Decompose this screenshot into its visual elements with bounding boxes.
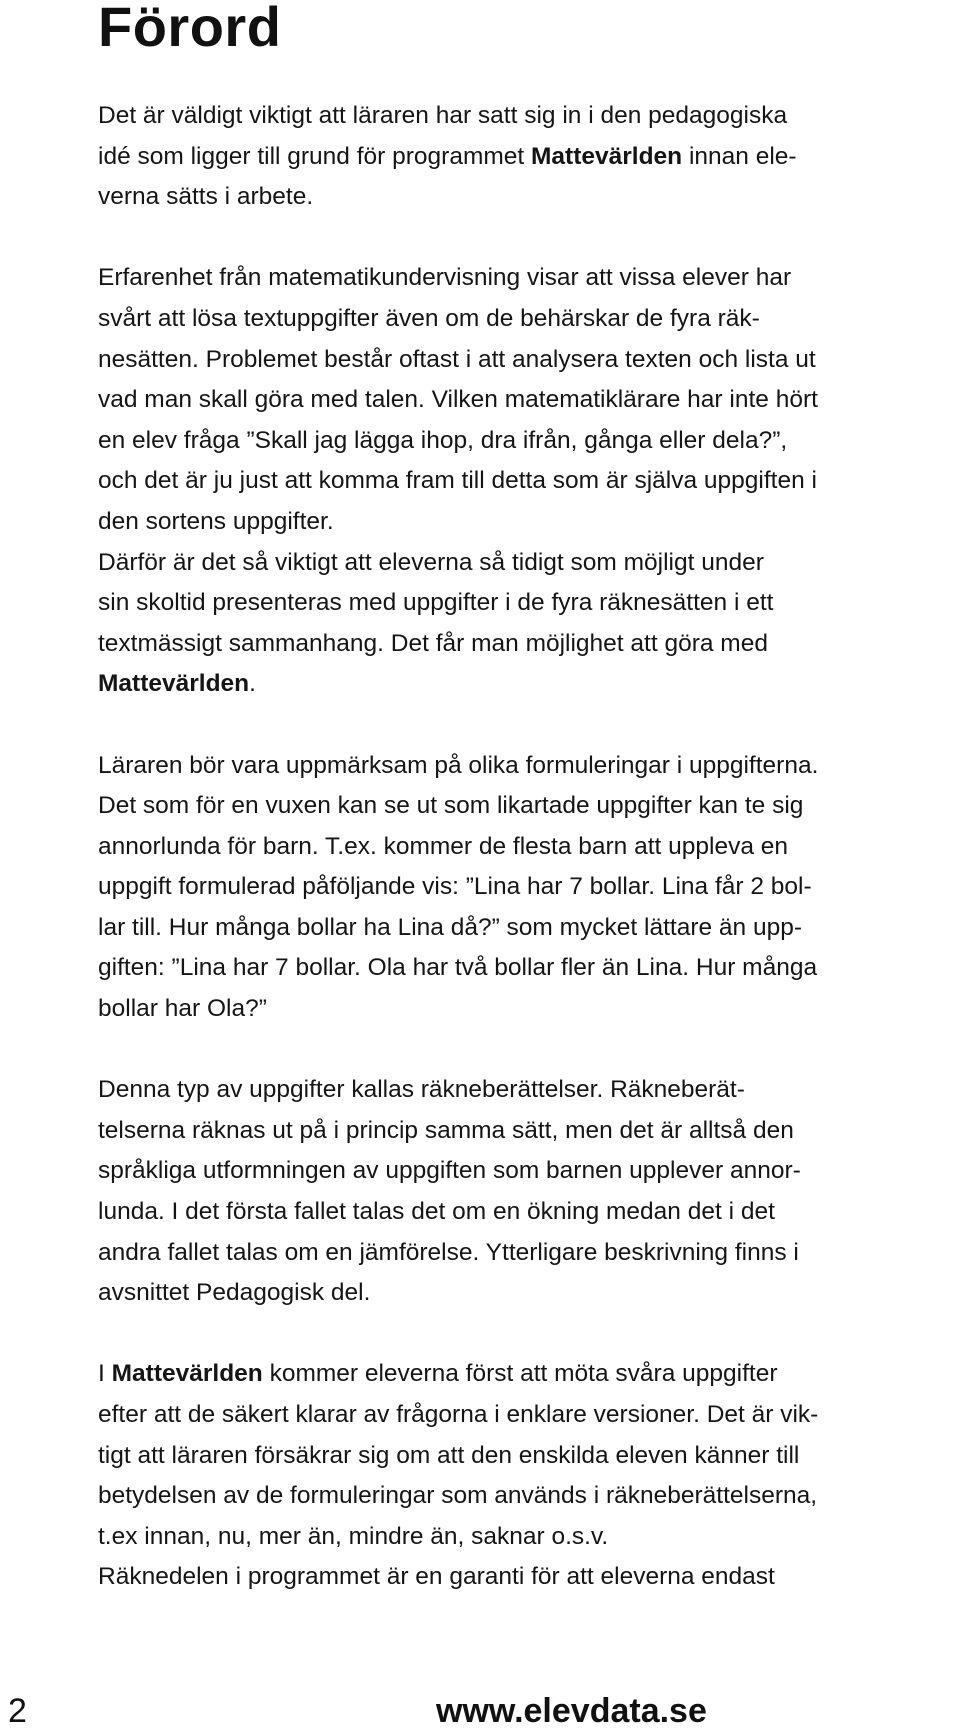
paragraph-formulations: Läraren bör vara uppmärksam på olika formuleringar i uppgifterna. Det som för en vuxen kan se ut som likartade uppgifter kan te sig annorlunda för barn. T.ex. kommer de flesta barn att uppleva en uppgift formulerad påföljande vis: ”Lina har 7 bollar. Lina får 2 bol- lar till. Hur många bollar ha Lina då?” som mycket lättare än upp- giften: ”Lina har 7 bollar. Ola har två bollar fler än Lina. Hur många bollar har Ola?” (98, 751, 819, 1023)
paragraph-story-problems: Denna typ av uppgifter kallas räkneberättelser. Räkneberät- telserna räknas ut på i princip samma sätt, men det är alltså den språkliga utformningen av uppgiften som barnen upplever annor- lunda. I det första fallet talas det om en ökning medan det i det andra fallet talas om en jämförelse. Ytterligare beskrivning finns i avsnittet Pedagogisk del. (98, 1076, 801, 1307)
program-name: Mattevärlden (531, 142, 683, 170)
program-name: Mattevärlden (98, 670, 250, 698)
body-text (98, 96, 958, 1598)
paragraph-intro: Det är väldigt viktigt att läraren har satt sig in i den pedagogiska idé som ligger till grund för programmet Mattevärlden innan ele- verna sätts i arbete. (98, 102, 797, 211)
footer-url: www.elevdata.se (436, 1692, 707, 1730)
paragraph-progression: I Mattevärlden kommer eleverna först att möta svåra uppgifter efter att de säkert klarar av frågorna i enklare versioner. Det är vik- tigt att läraren försäkrar sig om att den enskilda eleven känner till betydelsen av de formuleringar som används i räkneberättelserna, t.ex innan, nu, mer än, mindre än, saknar o.s.v. Räknedelen i programmet är en garanti för att eleverna endast (98, 1360, 819, 1591)
program-name: Mattevärlden (111, 1360, 263, 1388)
page-number: 2 (8, 1692, 27, 1730)
page-title: Förord (98, 0, 282, 58)
paragraph-experience: Erfarenhet från matematikundervisning visar att vissa elever har svårt att lösa textuppgifter även om de behärskar de fyra räk- nesätten. Problemet består oftast i att analysera texten och lista ut vad man skall göra med talen. Vilken matematiklärare har inte hört en elev fråga ”Skall jag lägga ihop, dra ifrån, gånga eller dela?”, och det är ju just att komma fram till detta som är själva uppgiften i den sortens uppgifter. Därför är det så viktigt att eleverna så tidigt som möjligt under sin skoltid presenteras med uppgifter i de fyra räknesätten i ett textmässigt sammanhang. Det får man möjlighet att göra med Mattevärlden. (98, 264, 818, 698)
